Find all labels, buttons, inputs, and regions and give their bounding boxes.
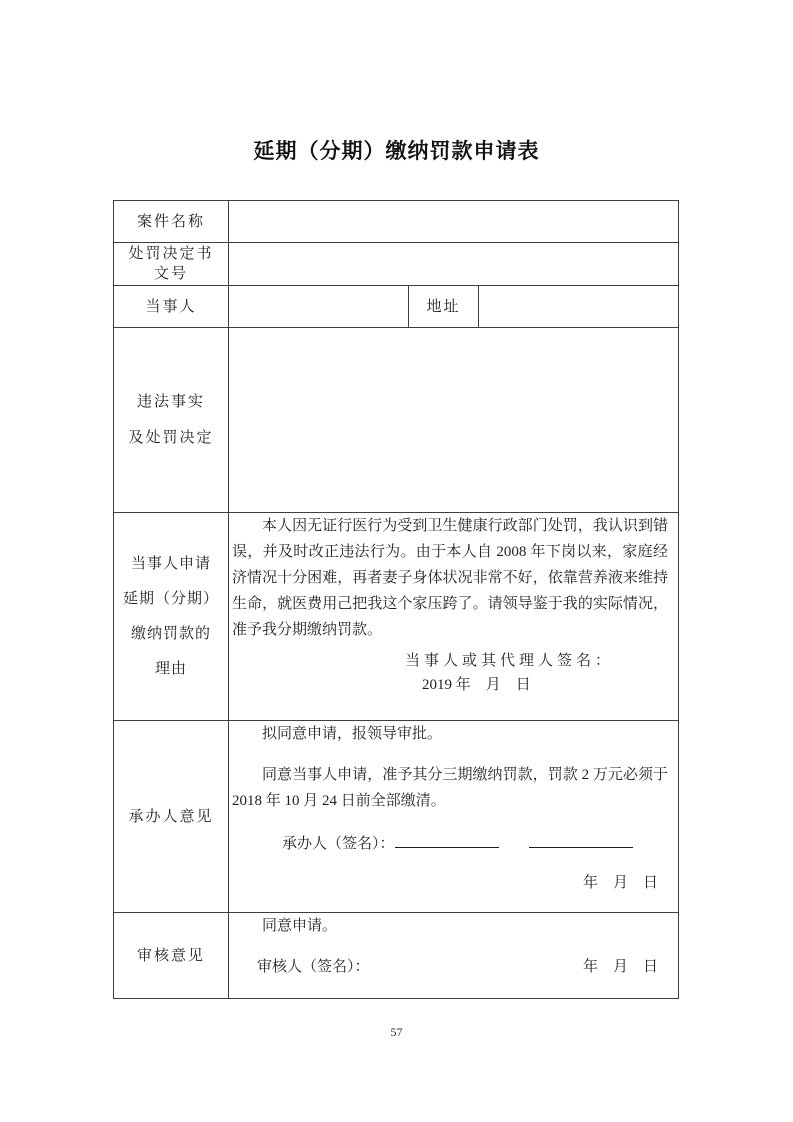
- reason-label-line2: 延期（分期）: [122, 590, 219, 607]
- party-signature-label: 当事人或其代理人签名：: [405, 653, 615, 669]
- review-paragraph: 同意申请。: [262, 918, 338, 934]
- party-signature-date: 2019 年 月 日: [422, 677, 531, 693]
- party-value: [229, 286, 409, 328]
- reason-label-line3: 缴纳罚款的: [130, 625, 211, 642]
- reason-label-line4: 理由: [154, 660, 187, 677]
- page-title: 延期（分期）缴纳罚款申请表: [253, 140, 540, 163]
- reason-content: [229, 513, 679, 721]
- review-opinion-content: [229, 913, 679, 999]
- review-opinion-label: 审核意见: [114, 913, 229, 999]
- reason-label-line1: 当事人申请: [130, 555, 211, 572]
- page-number: 57: [390, 1025, 403, 1039]
- signature-line-1: [395, 833, 499, 848]
- table-row-reason: [114, 513, 679, 721]
- handler-paragraph-2: 同意当事人申请，准予其分三期缴纳罚款，罚款 2 万元必须于 2018 年 10 月 24 日前全部缴清。: [232, 767, 669, 809]
- handler-date: 年 月 日: [583, 875, 659, 891]
- table-row-facts: [114, 328, 679, 513]
- facts-label-line1: 违法事实: [136, 394, 205, 410]
- address-value: [479, 286, 679, 328]
- table-row-decision-number: [114, 243, 679, 286]
- case-name-label: 案件名称: [114, 201, 229, 243]
- party-label: 当事人: [114, 286, 229, 328]
- facts-label: [114, 328, 229, 513]
- table-row-case-name: [114, 201, 679, 243]
- decision-number-label: [114, 243, 229, 286]
- table-row-review-opinion: [114, 913, 679, 999]
- reason-body-text: 本人因无证行医行为受到卫生健康行政部门处罚，我认识到错误，并及时改正违法行为。由于本人自 2008 年下岗以来，家庭经济情况十分困难，再者妻子身体状况非常不好，依靠营养液来维持生命，就医费用己把我这个家压跨了。请领导鉴于我的实际情况，准予我分期缴纳罚款。: [232, 518, 669, 638]
- table-row-handler-opinion: [114, 721, 679, 913]
- table-row-party: [114, 286, 679, 328]
- reason-label: [114, 513, 229, 721]
- handler-paragraph-1: 拟同意申请，报领导审批。: [262, 726, 443, 742]
- handler-opinion-label: 承办人意见: [114, 721, 229, 913]
- decision-number-label-line1: 处罚决定书: [128, 246, 214, 262]
- review-signature-label: 审核人（签名）：: [257, 959, 370, 975]
- decision-number-label-line2: 文号: [153, 266, 188, 282]
- review-signature-row: [257, 955, 658, 980]
- address-label: 地址: [409, 286, 479, 328]
- facts-value: [229, 328, 679, 513]
- case-name-value: [229, 201, 679, 243]
- signature-line-2: [529, 833, 633, 848]
- review-date: 年 月 日: [583, 959, 659, 975]
- handler-signature-row: [282, 832, 668, 857]
- handler-opinion-content: [229, 721, 679, 913]
- decision-number-value: [229, 243, 679, 286]
- facts-label-line2: 及处罚决定: [128, 430, 214, 446]
- handler-signature-label: 承办人（签名）：: [282, 836, 395, 852]
- application-form-table: [113, 200, 679, 999]
